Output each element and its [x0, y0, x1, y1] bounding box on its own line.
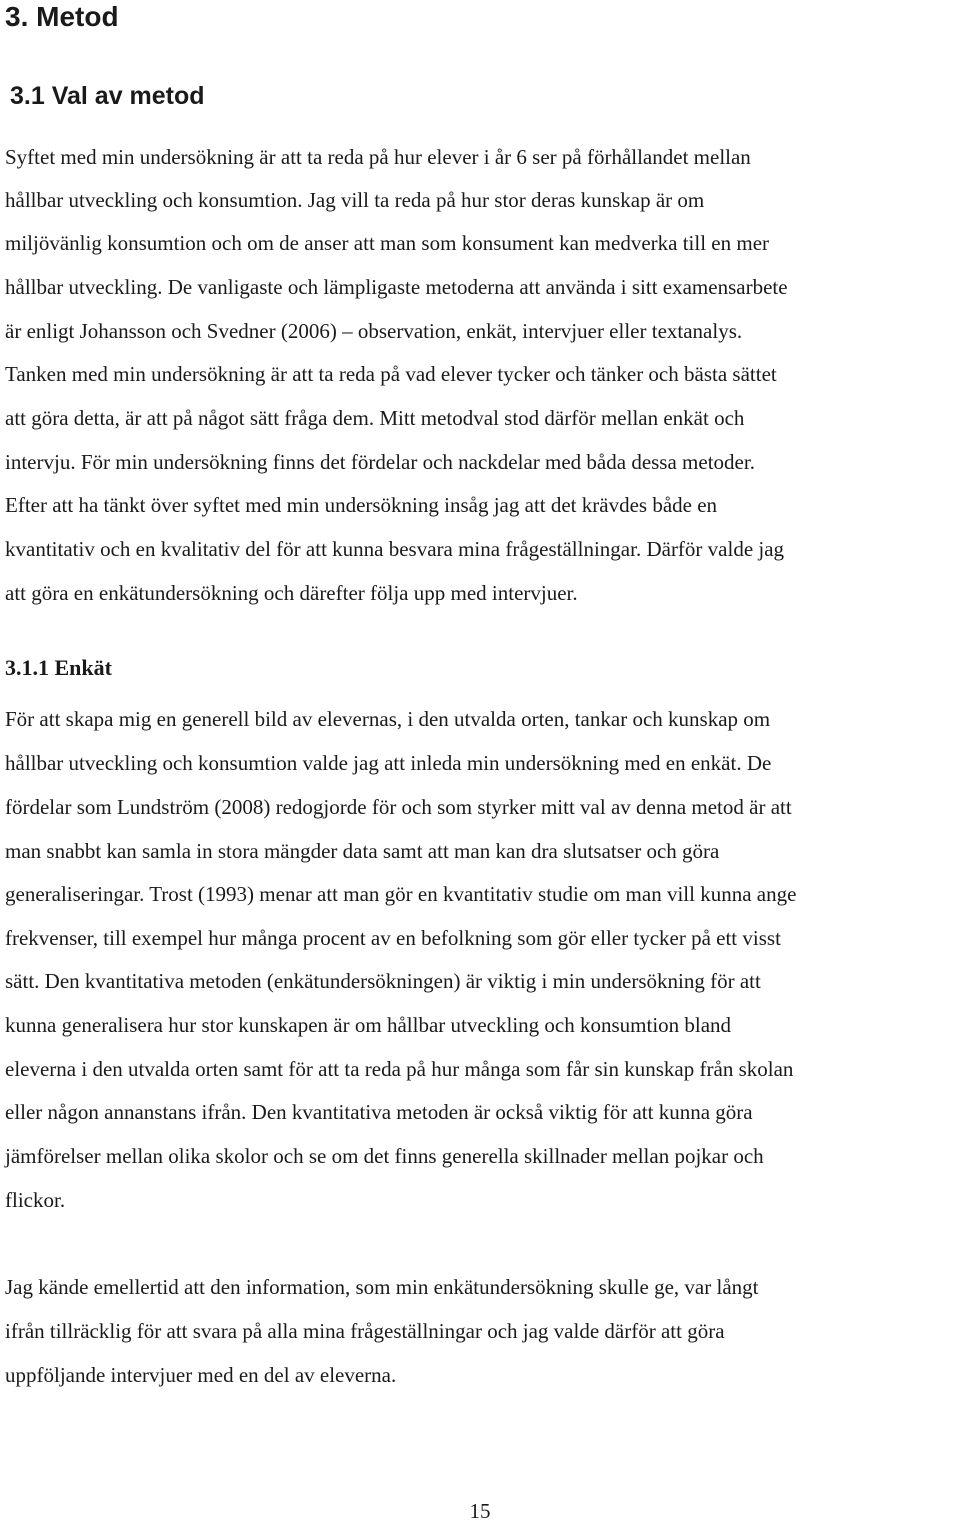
paragraph-line: kunna generalisera hur stor kunskapen är om hållbar utveckling och konsumtion bland [5, 1013, 732, 1037]
paragraph-line: hållbar utveckling. De vanligaste och lämpligaste metoderna att använda i sitt examensarbete [5, 275, 788, 299]
paragraph-line: flickor. [5, 1188, 66, 1212]
paragraph-line: man snabbt kan samla in stora mängder data samt att man kan dra slutsatser och göra [5, 839, 720, 863]
paragraph-line: Jag kände emellertid att den information, som min enkätundersökning skulle ge, var långt [5, 1275, 759, 1299]
paragraph-line: att göra detta, är att på något sätt fråga dem. Mitt metodval stod därför mellan enkät och [5, 406, 745, 430]
paragraph-line: Efter att ha tänkt över syftet med min undersökning insåg jag att det krävdes både en [5, 493, 718, 517]
subsection-heading: 3.1.1 Enkät [5, 655, 112, 680]
page-number: 15 [469, 1499, 491, 1523]
paragraph-line: ifrån tillräcklig för att svara på alla mina frågeställningar och jag valde därför att göra [5, 1319, 725, 1343]
paragraph-line: miljövänlig konsumtion och om de anser att man som konsument kan medverka till en mer [5, 231, 770, 255]
paragraph-line: hållbar utveckling och konsumtion. Jag vill ta reda på hur stor deras kunskap är om [5, 188, 705, 212]
paragraph-line: Syftet med min undersökning är att ta reda på hur elever i år 6 ser på förhållandet mellan [5, 145, 751, 169]
paragraph-line: kvantitativ och en kvalitativ del för att kunna besvara mina frågeställningar. Därför valde jag [5, 537, 785, 561]
paragraph-line: jämförelser mellan olika skolor och se om det finns generella skillnader mellan pojkar och [5, 1144, 764, 1168]
paragraph-line: att göra en enkätundersökning och därefter följa upp med intervjuer. [5, 581, 578, 605]
paragraph-line: sätt. Den kvantitativa metoden (enkätundersökningen) är viktig i min undersökning för att [5, 969, 761, 993]
paragraph-line: Tanken med min undersökning är att ta reda på vad elever tycker och tänker och bästa sättet [5, 362, 777, 386]
paragraph-line: hållbar utveckling och konsumtion valde jag att inleda min undersökning med en enkät. De [5, 751, 772, 775]
section-heading: 3.1 Val av metod [10, 82, 205, 110]
paragraph-line: intervju. För min undersökning finns det fördelar och nackdelar med båda dessa metoder. [5, 450, 755, 474]
paragraph-line: eller någon annanstans ifrån. Den kvantitativa metoden är också viktig för att kunna göra [5, 1100, 753, 1124]
paragraph-line: fördelar som Lundström (2008) redogjorde för och som styrker mitt val av denna metod är att [5, 795, 792, 819]
paragraph-line: uppföljande intervjuer med en del av eleverna. [5, 1363, 397, 1387]
paragraph-line: frekvenser, till exempel hur många procent av en befolkning som gör eller tycker på ett visst [5, 926, 781, 950]
paragraph-line: För att skapa mig en generell bild av elevernas, i den utvalda orten, tankar och kunskap om [5, 707, 771, 731]
chapter-heading: 3. Metod [5, 1, 119, 32]
paragraph-line: generaliseringar. Trost (1993) menar att man gör en kvantitativ studie om man vill kunna ange [5, 882, 797, 906]
paragraph-line: är enligt Johansson och Svedner (2006) – observation, enkät, intervjuer eller textanalys. [5, 319, 743, 343]
paragraph-line: eleverna i den utvalda orten samt för att ta reda på hur många som får sin kunskap från skolan [5, 1057, 794, 1081]
